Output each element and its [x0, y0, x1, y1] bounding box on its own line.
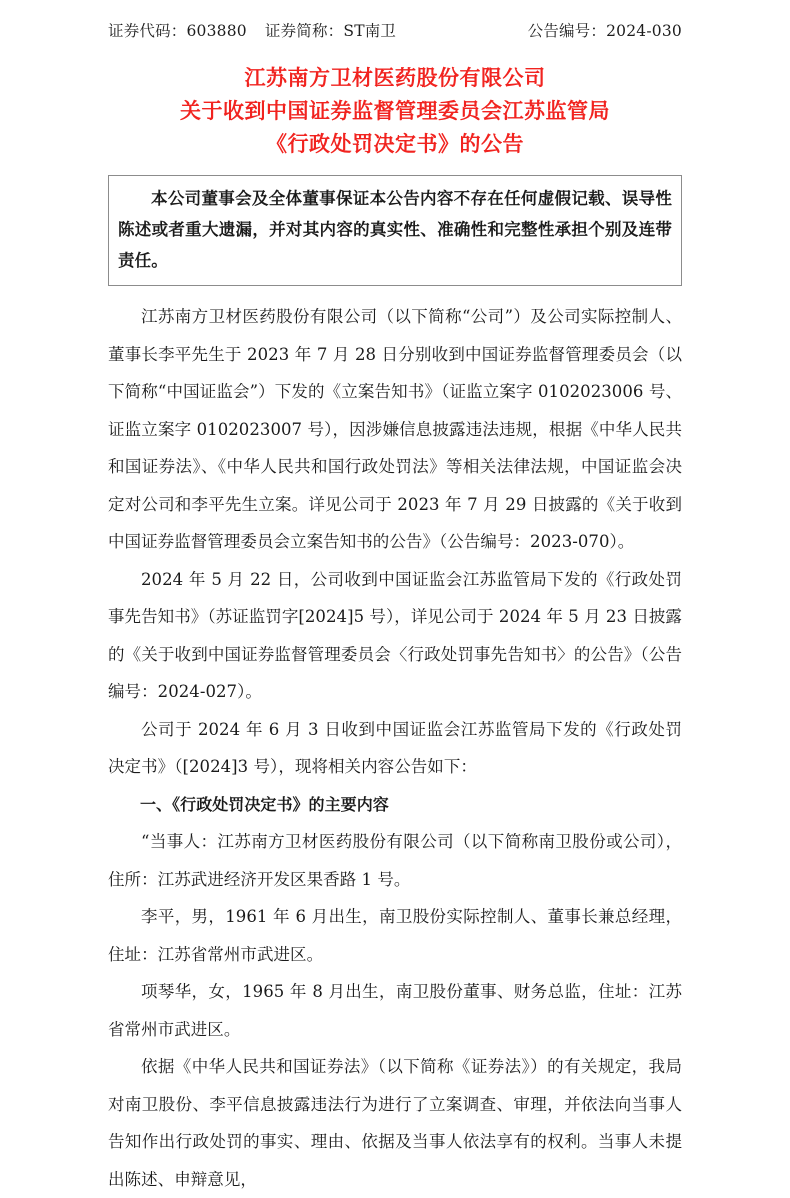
security-code: 证券代码：603880	[108, 22, 247, 40]
body-paragraph: 李平，男，1961 年 6 月出生，南卫股份实际控制人、董事长兼总经理，住址：江苏省常州市武进区。	[108, 907, 682, 964]
body-paragraph: 江苏南方卫材医药股份有限公司（以下简称“公司”）及公司实际控制人、董事长李平先生于 2023 年 7 月 28 日分别收到中国证券监督管理委员会（以下简称“中国证监会”）下发的《立案告知书》（证监立案字 0102023006 号、证监立案字 0102023007 号），因涉嫌信息披露违法违规，根据《中华人民共和国证券法》、《中华人民共和国行政处罚法》等相关法律法规，中国证监会决定对公司和李平先生立案。详见公司于 2023 年 7 月 29 日披露的《关于收到中国证券监督管理委员会立案告知书的公告》（公告编号：2023-070）。	[108, 307, 682, 551]
security-abbreviation: 证券简称：ST南卫	[264, 22, 397, 40]
body-paragraph: 依据《中华人民共和国证券法》（以下简称《证券法》）的有关规定，我局对南卫股份、李平信息披露违法行为进行了立案调查、审理，并依法向当事人告知作出行政处罚的事实、理由、依据及当事人依法享有的权利。当事人未提出陈述、申辩意见，	[108, 1057, 682, 1189]
section-heading: 一、《行政处罚决定书》的主要内容	[140, 794, 389, 814]
page-title	[108, 62, 682, 161]
board-disclaimer-text: 本公司董事会及全体董事保证本公告内容不存在任何虚假记载、误导性陈述或者重大遗漏，并对其内容的真实性、准确性和完整性承担个别及连带责任。	[118, 189, 672, 270]
board-disclaimer-box	[108, 175, 682, 286]
body-paragraph: 2024 年 5 月 22 日，公司收到中国证监会江苏监管局下发的《行政处罚事先告知书》（苏证监罚字[2024]5 号），详见公司于 2024 年 5 月 23 日披露的《关于收到中国证券监督管理委员会〈行政处罚事先告知书〉的公告》（公告编号：2024-027）。	[108, 569, 682, 701]
body-paragraph: 项琴华，女，1965 年 8 月出生，南卫股份董事、财务总监，住址：江苏省常州市武进区。	[108, 982, 682, 1039]
document-body	[108, 298, 682, 1198]
body-paragraph: “当事人：江苏南方卫材医药股份有限公司（以下简称南卫股份或公司），住所：江苏武进经济开发区果香路 1 号。	[108, 832, 682, 889]
document-header	[108, 0, 682, 41]
title-line-1: 江苏南方卫材医药股份有限公司	[244, 66, 546, 90]
title-line-3: 《行政处罚决定书》的公告	[266, 132, 524, 156]
body-paragraph: 公司于 2024 年 6 月 3 日收到中国证监会江苏监管局下发的《行政处罚决定书》（[2024]3 号），现将相关内容公告如下：	[108, 719, 682, 776]
title-line-2: 关于收到中国证券监督管理委员会江苏监管局	[180, 99, 610, 123]
announcement-number: 公告编号：2024-030	[527, 22, 682, 40]
